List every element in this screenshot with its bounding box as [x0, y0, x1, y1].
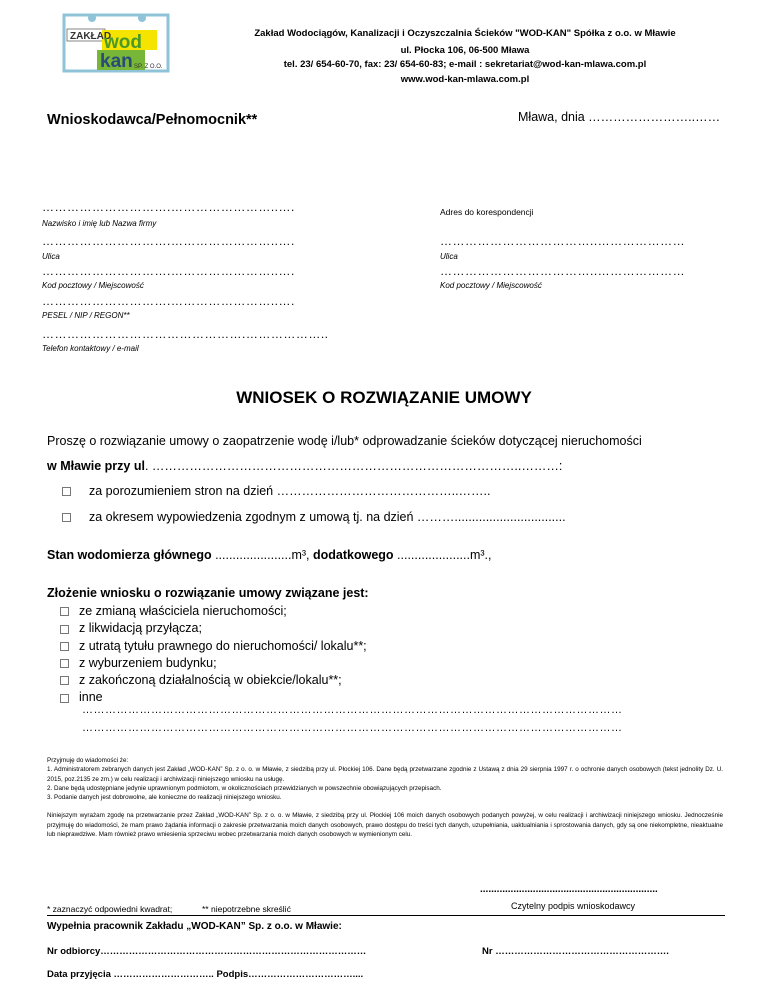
pesel-label: PESEL / NIP / REGON**: [42, 311, 130, 320]
other-dots-1: ……………………………………………………………………………………………………………………………: [82, 704, 623, 716]
reason-item[interactable]: [60, 655, 367, 672]
reasons-list: [60, 603, 367, 707]
pesel-dots: ………………………….……………………..….: [42, 294, 295, 308]
company-name: Zakład Wodociągów, Kanalizacji i Oczyszczalnia Ścieków "WOD-KAN" Spółka z o.o. w Mławie: [254, 28, 676, 39]
option-notice-label: za okresem wypowiedzenia zgodnym z umową tj. na dzień ………................................: [89, 510, 566, 524]
corr-postal-label: Kod pocztowy / Miejscowość: [440, 281, 542, 290]
meter-main-label: Stan wodomierza głównego: [47, 548, 212, 562]
footnote-strike: ** niepotrzebne skreślić: [202, 904, 291, 914]
option-agreement-label: za porozumieniem stron na dzień ……………………………………..……..: [89, 484, 491, 498]
notice-point-2: 2. Dane będą udostępniane jedynie uprawnionym podmiotom, w okolicznościach przewidzianych w powszechnie obowiązujących przepisach.: [47, 784, 442, 792]
option-notice[interactable]: [62, 510, 566, 524]
company-address: ul. Płocka 106, 06-500 Mława: [400, 45, 530, 56]
option-agreement[interactable]: [62, 484, 491, 498]
privacy-notice: [47, 756, 723, 839]
company-contact: tel. 23/ 654-60-70, fax: 23/ 654-60-83; e-mail : sekretariat@wod-kan-mlawa.com.pl: [283, 59, 647, 70]
reason-checkbox[interactable]: [60, 676, 69, 685]
meter-readings: [47, 548, 492, 562]
meter-extra-label: dodatkowego: [313, 548, 394, 562]
reason-checkbox[interactable]: [60, 659, 69, 668]
name-dots: ………………………….……………………..….: [42, 200, 295, 214]
reason-checkbox[interactable]: [60, 642, 69, 651]
reason-item[interactable]: [60, 672, 367, 689]
footer-divider: [47, 915, 725, 916]
signature-dots: ................................................................: [480, 884, 658, 895]
place-date: Mława, dnia ……………………..……: [518, 110, 721, 124]
request-line-2: [47, 459, 562, 473]
corr-street-dots: ………………………………..…………………: [440, 234, 686, 248]
logo-main-text-1: wod: [104, 32, 142, 53]
reason-label: z utratą tytułu prawnego do nieruchomości/ lokalu**;: [79, 638, 367, 653]
logo-main-text-2: kan: [100, 51, 133, 72]
correspondence-heading: Adres do korespondencji: [440, 207, 534, 217]
logo-top-text: ZAKŁAD: [70, 31, 112, 42]
reason-item[interactable]: [60, 603, 367, 620]
record-number: Nr ……………………………………………….: [482, 946, 669, 957]
other-dots-2: ……………………………………………………………………………………………………………………………: [82, 722, 623, 734]
recipient-number: Nr odbiorcy…………………………………………………………………………: [47, 946, 367, 957]
company-logo: [62, 12, 170, 74]
name-label: Nazwisko i imię lub Nazwa firmy: [42, 219, 157, 228]
reason-label: inne: [79, 690, 103, 705]
footnote-checkbox: * zaznaczyć odpowiedni kwadrat;: [47, 904, 173, 914]
logo-suffix-text: SP. Z O.O.: [134, 64, 163, 70]
reason-label: z zakończoną działalnością w obiekcie/lokalu**;: [79, 673, 342, 688]
company-website: www.wod-kan-mlawa.com.pl: [400, 74, 530, 85]
checkbox-agreement[interactable]: [62, 487, 71, 496]
corr-street-label: Ulica: [440, 252, 458, 261]
request-line-2-bold: w Mławie przy ul: [47, 459, 145, 473]
phone-label: Telefon kontaktowy / e-mail: [42, 344, 139, 353]
notice-point-3: 3. Podanie danych jest dobrowolne, ale konieczne do realizacji niniejszego wniosku.: [47, 794, 282, 802]
notice-point-1: 1. Administratorem zebranych danych jest Zakład „WOD-KAN” Sp. z o. o. w Mławie, z siedzibą przy ul. Płockiej 106. Dane będą przetwarzane zgodnie z Ustawą z dnia 29 sierpnia 1997 r. o ochronie danych osobowych (tekst jednolity Dz. U. 2015, poz.2135 ze zm.) w celu realizacji i archiwizacji niniejszego wniosku na usługę.: [47, 766, 723, 783]
request-line-2-rest: . ……………………………………………………………………………..………:: [144, 459, 563, 473]
reason-label: z wyburzeniem budynku;: [79, 655, 217, 670]
corr-postal-dots: ………………………………..…………………: [440, 264, 686, 278]
reason-checkbox[interactable]: [60, 694, 69, 703]
reason-item[interactable]: [60, 638, 367, 655]
notice-intro: Przyjmuję do wiadomości że:: [47, 757, 129, 764]
reasons-heading: Złożenie wniosku o rozwiązanie umowy związane jest:: [47, 586, 369, 600]
document-title: WNIOSEK O ROZWIĄZANIE UMOWY: [236, 388, 532, 407]
phone-dots: ………………………………………….………………..: [42, 327, 329, 341]
staff-heading: Wypełnia pracownik Zakładu „WOD-KAN” Sp. z o.o. w Mławie:: [47, 921, 342, 932]
reason-label: z likwidacją przyłącza;: [79, 621, 202, 636]
postal-label: Kod pocztowy / Miejscowość: [42, 281, 144, 290]
postal-dots: ………………………….……………………..….: [42, 264, 295, 278]
checkbox-notice[interactable]: [62, 513, 71, 522]
consent-text: Niniejszym wyrażam zgodę na przetwarzanie przez Zakład „WOD-KAN” Sp. z o. o. w Mławie, z siedzibą przy ul. Płockiej 106 moich danych osobowych podanych powyżej, w celu realizacji i archiwizacji niniejszego wniosku. Jednocześnie przyjmuję do wiadomości, że mam prawo żądania informacji o zakresie przetwarzania moich danych osobowych, prawo dostępu do treści tych danych, uzupełniania, uaktualniania i sprostowania danych, gdy są one niekompletne, nieaktualne lub nieprawdziwe. Mam również prawo wniesienia sprzeciwu wobec przetwarzania moich danych osobowych w wymienionym celu.: [47, 812, 723, 839]
signature-label: Czytelny podpis wnioskodawcy: [511, 901, 636, 911]
reason-checkbox[interactable]: [60, 607, 69, 616]
applicant-heading: Wnioskodawca/Pełnomocnik**: [47, 112, 258, 128]
street-dots: ………………………….……………………..….: [42, 234, 295, 248]
meter-extra-value: .....................m³.,: [393, 548, 492, 562]
reason-item[interactable]: [60, 620, 367, 637]
reason-label: ze zmianą właściciela nieruchomości;: [79, 604, 287, 618]
acceptance-date-signature: Data przyjęcia ………………………….. Podpis……………………………....: [47, 969, 364, 980]
reason-checkbox[interactable]: [60, 625, 69, 634]
street-label: Ulica: [42, 252, 60, 261]
request-line-1: Proszę o rozwiązanie umowy o zaopatrzenie wodę i/lub* odprowadzanie ścieków dotyczącej nieruchomości: [47, 434, 642, 448]
meter-main-value: ......................m³,: [211, 548, 313, 562]
